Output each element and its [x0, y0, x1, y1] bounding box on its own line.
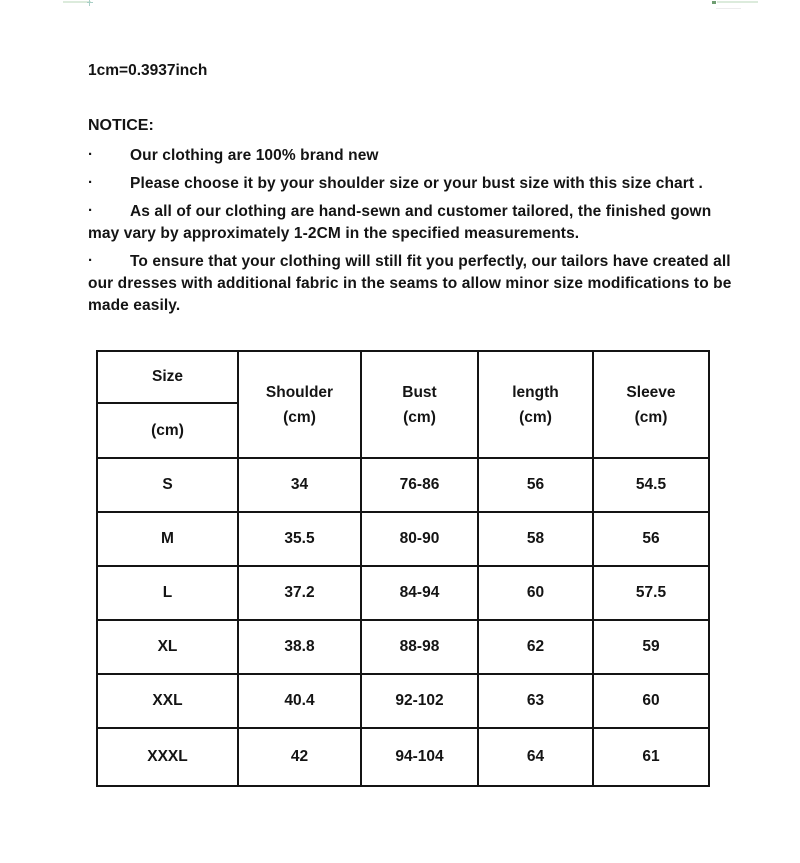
header-bust-unit: (cm): [403, 408, 436, 426]
cell-length: 58: [478, 512, 593, 566]
header-length-label: length: [512, 383, 559, 401]
notice-item-3-line-2: may vary by approximately 1-2CM in the specified measurements.: [88, 225, 580, 242]
cell-length: 62: [478, 620, 593, 674]
header-bust-label: Bust: [402, 383, 437, 401]
header-shoulder: [238, 351, 361, 458]
header-bust: [361, 351, 478, 458]
cell-sleeve: 57.5: [593, 566, 709, 620]
cell-size: XXL: [97, 674, 238, 728]
header-size-unit: (cm): [97, 403, 238, 458]
cell-shoulder: 38.8: [238, 620, 361, 674]
header-size-label: Size: [97, 351, 238, 403]
crop-mark-cross-left: [89, 0, 90, 6]
cell-size: S: [97, 458, 238, 512]
notice-item-4-line-3: made easily.: [88, 297, 181, 314]
cell-length: 64: [478, 728, 593, 786]
cell-bust: 94-104: [361, 728, 478, 786]
cell-shoulder: 37.2: [238, 566, 361, 620]
table-row-s: [97, 458, 709, 512]
cell-sleeve: 54.5: [593, 458, 709, 512]
cell-bust: 84-94: [361, 566, 478, 620]
cell-size: XXXL: [97, 728, 238, 786]
crop-mark-cross-left-h: [87, 2, 93, 3]
notice-heading: NOTICE:: [88, 117, 154, 134]
cell-length: 60: [478, 566, 593, 620]
cell-bust: 92-102: [361, 674, 478, 728]
cell-sleeve: 61: [593, 728, 709, 786]
cell-sleeve: 60: [593, 674, 709, 728]
cell-size: XL: [97, 620, 238, 674]
notice-item-4-line-2: our dresses with additional fabric in the seams to allow minor size modifications to be: [88, 275, 732, 292]
cell-shoulder: 34: [238, 458, 361, 512]
cell-bust: 76-86: [361, 458, 478, 512]
header-shoulder-unit: (cm): [283, 408, 316, 426]
header-shoulder-label: Shoulder: [265, 383, 334, 401]
size-chart-table: [96, 350, 710, 787]
bullet-marker: ·: [88, 202, 93, 219]
conversion-note: 1cm=0.3937inch: [88, 62, 208, 79]
header-length-unit: (cm): [519, 408, 552, 426]
header-sleeve: [593, 351, 709, 458]
crop-mark-faint-right: [716, 8, 741, 9]
table-row-xl: [97, 620, 709, 674]
bullet-marker: ·: [88, 174, 93, 191]
crop-mark-line-right: [717, 1, 758, 3]
cell-size: M: [97, 512, 238, 566]
cell-length: 63: [478, 674, 593, 728]
cell-size: L: [97, 566, 238, 620]
cell-sleeve: 56: [593, 512, 709, 566]
table-row-xxxl: [97, 728, 709, 786]
table-row-l: [97, 566, 709, 620]
cell-bust: 80-90: [361, 512, 478, 566]
header-length: [478, 351, 593, 458]
cell-bust: 88-98: [361, 620, 478, 674]
cell-shoulder: 42: [238, 728, 361, 786]
notice-item-4-line-1: To ensure that your clothing will still fit you perfectly, our tailors have created all: [130, 253, 731, 270]
notice-item-1: Our clothing are 100% brand new: [130, 147, 379, 164]
header-sleeve-label: Sleeve: [626, 383, 676, 401]
cell-length: 56: [478, 458, 593, 512]
cell-sleeve: 59: [593, 620, 709, 674]
table-row-m: [97, 512, 709, 566]
cell-shoulder: 40.4: [238, 674, 361, 728]
size-chart-table-container: [96, 350, 710, 787]
cell-shoulder: 35.5: [238, 512, 361, 566]
table-row-xxl: [97, 674, 709, 728]
bullet-marker: ·: [88, 252, 93, 269]
notice-item-2: Please choose it by your shoulder size or your bust size with this size chart .: [130, 175, 703, 192]
header-sleeve-unit: (cm): [634, 408, 668, 426]
notice-item-3-line-1: As all of our clothing are hand-sewn and customer tailored, the finished gown: [130, 203, 712, 220]
crop-mark-dot-right: [712, 1, 716, 4]
bullet-marker: ·: [88, 146, 93, 163]
